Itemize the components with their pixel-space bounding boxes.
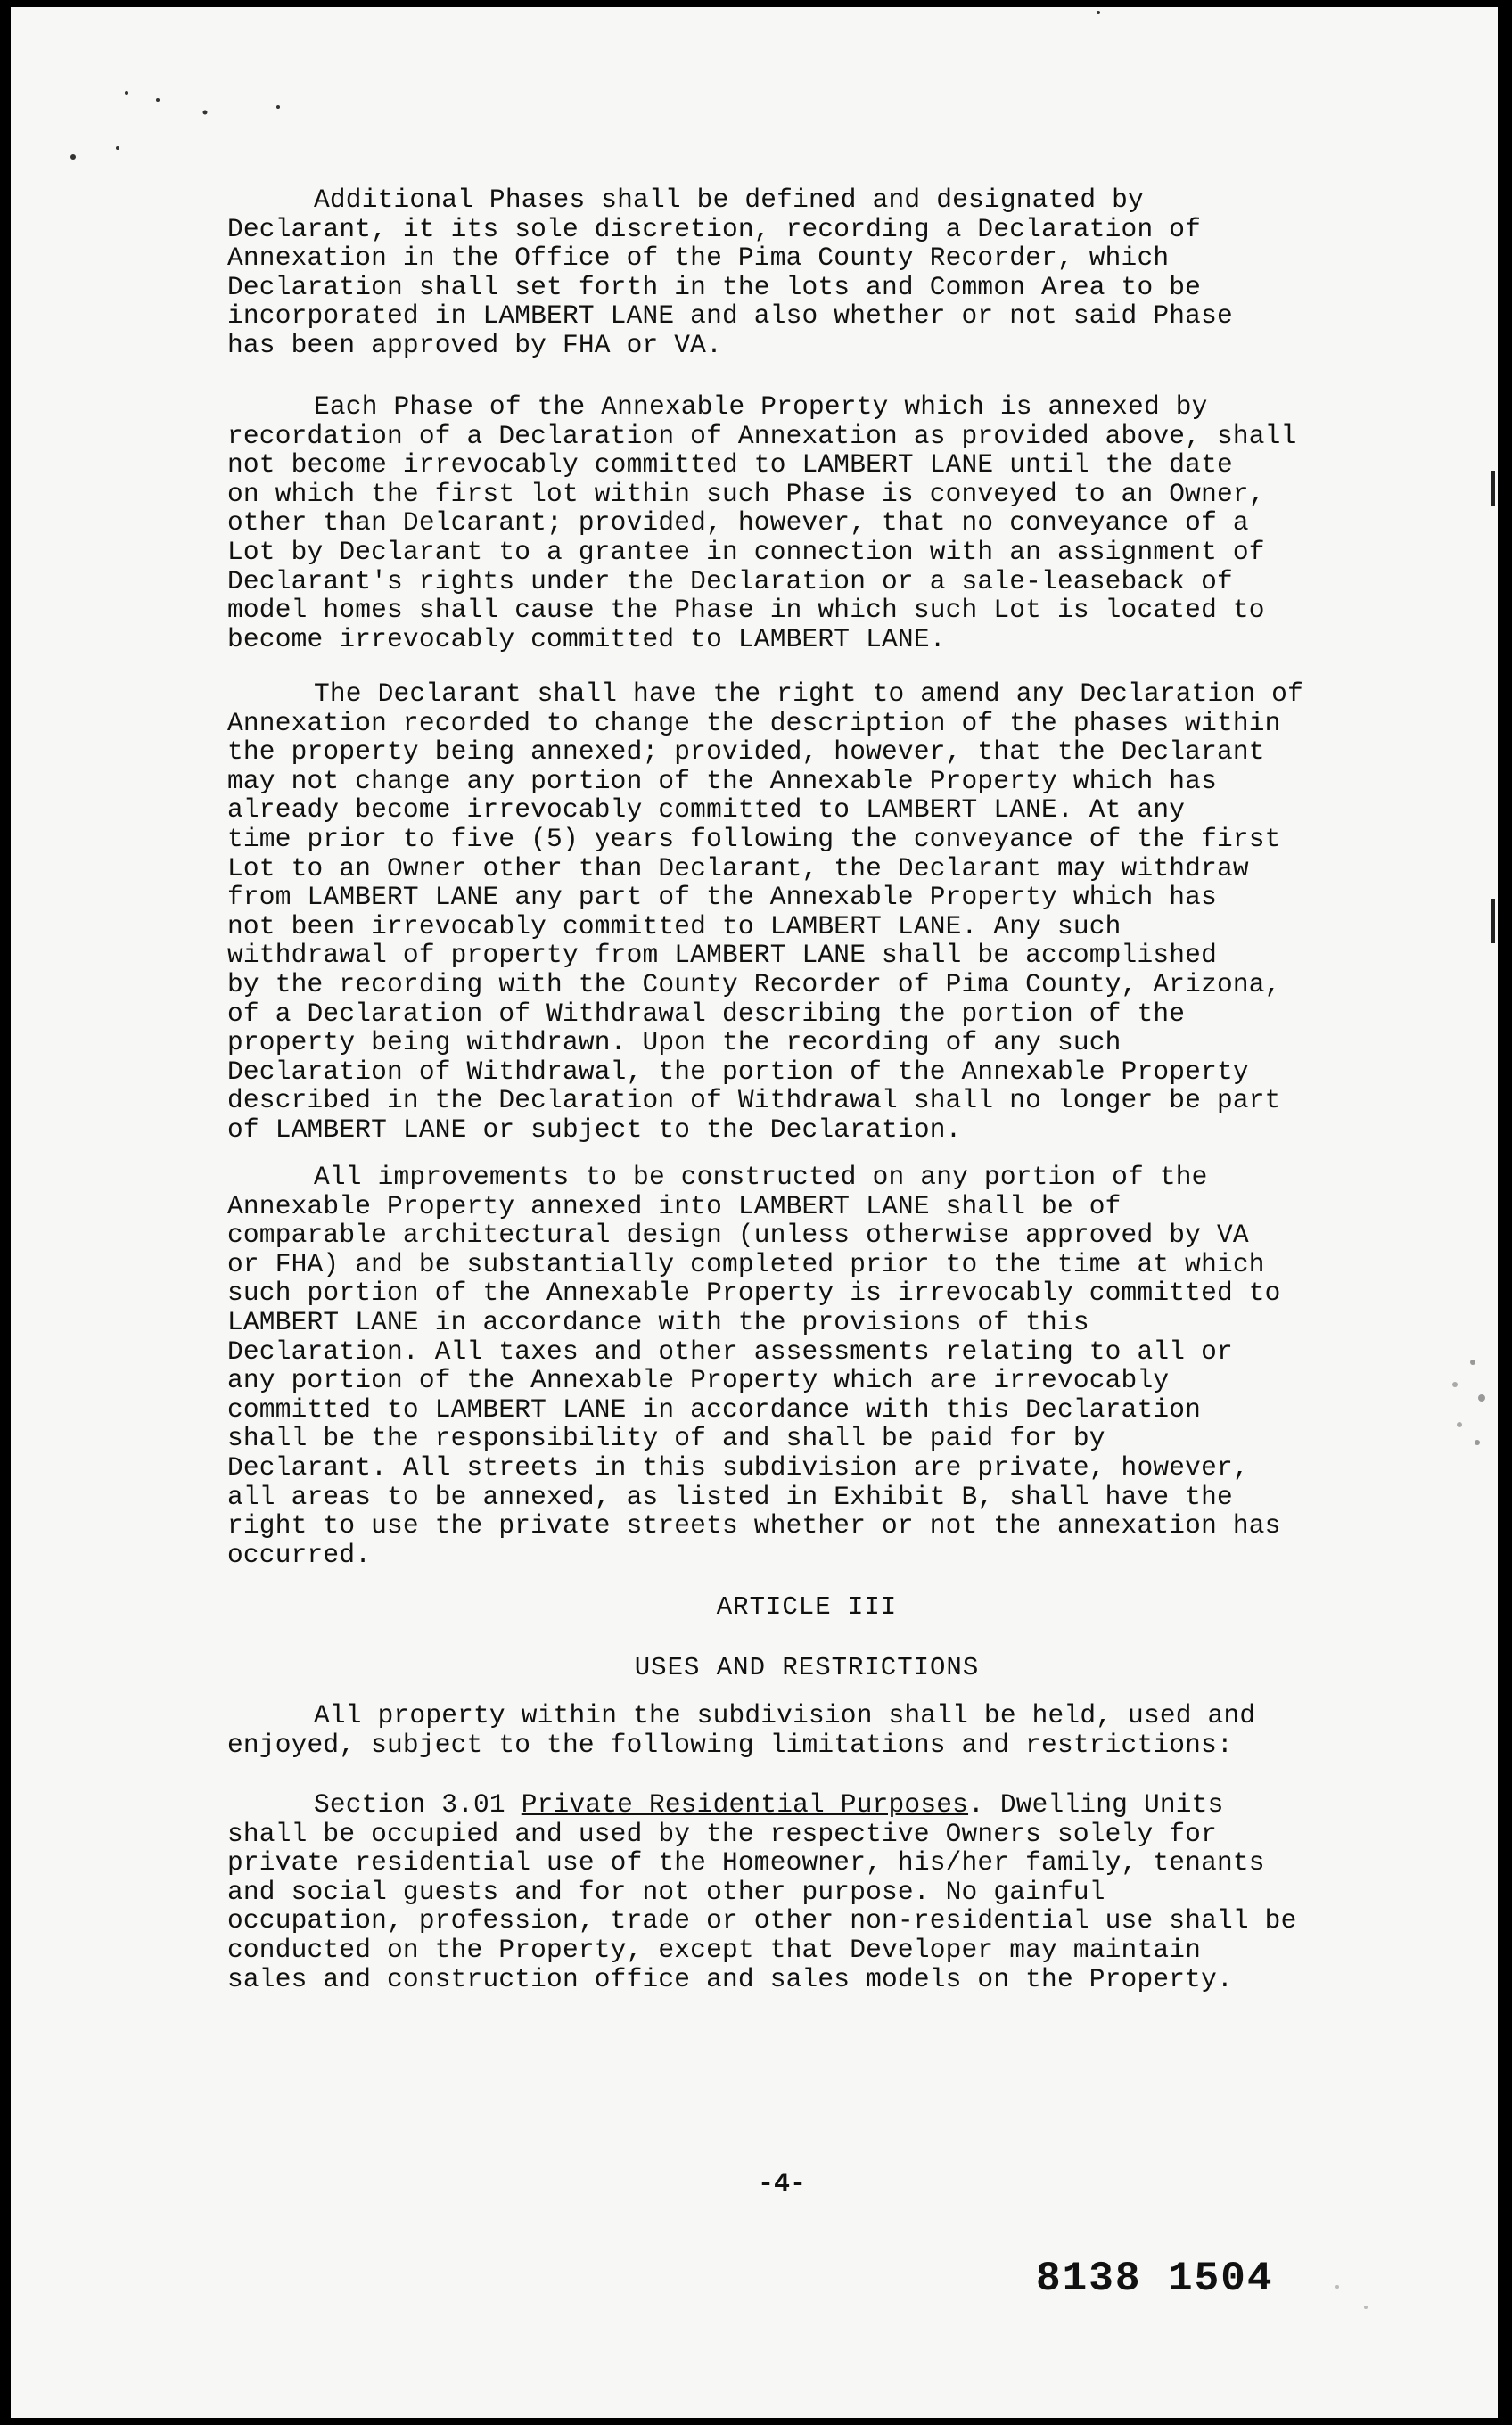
text-line: such portion of the Annexable Property is irrevocably committed to (227, 1278, 1281, 1309)
scan-edge-mark (1491, 899, 1495, 943)
text-line: become irrevocably committed to LAMBERT LANE. (227, 623, 946, 654)
text-line: All improvements to be constructed on any portion of the (314, 1162, 1208, 1192)
article-subheading: USES AND RESTRICTIONS (634, 1653, 980, 1682)
text-line: property being withdrawn. Upon the recording of any such (227, 1027, 1122, 1058)
text-line: Annexable Property annexed into LAMBERT LANE shall be of (227, 1190, 1122, 1221)
text-line: shall be occupied and used by the respective Owners solely for (227, 1818, 1217, 1849)
text-line: conducted on the Property, except that Developer may maintain (227, 1934, 1202, 1965)
text-line: not become irrevocably committed to LAMBERT LANE until the date (227, 449, 1233, 481)
text-line: sales and construction office and sales models on the Property. (227, 1963, 1233, 1994)
text-line: of LAMBERT LANE or subject to the Declaration. (227, 1114, 962, 1145)
scan-edge-mark (1491, 471, 1495, 506)
text-line: Declarant, it its sole discretion, recording a Declaration of (227, 213, 1202, 244)
text-line: time prior to five (5) years following the conveyance of the first (227, 823, 1281, 854)
text-line: Additional Phases shall be defined and designated by (314, 185, 1144, 215)
text-line: other than Delcarant; provided, however, that no conveyance of a (227, 507, 1249, 538)
document-page (11, 7, 1498, 2418)
text-line: Each Phase of the Annexable Property which is annexed by (314, 391, 1208, 422)
paragraph-intro (227, 1701, 1386, 1759)
text-line: recordation of a Declaration of Annexation as provided above, shall (227, 420, 1297, 451)
section-lead-line (227, 1790, 1386, 1820)
page-number: -4- (758, 2169, 807, 2199)
text-line: comparable architectural design (unless otherwise approved by VA (227, 1220, 1249, 1251)
section-number: Section 3.01 (314, 1789, 505, 1820)
text-line: described in the Declaration of Withdrawal shall no longer be part (227, 1085, 1281, 1116)
text-line: Lot to an Owner other than Declarant, the Declarant may withdraw (227, 852, 1249, 884)
text-line: already become irrevocably committed to LAMBERT LANE. At any (227, 794, 1186, 826)
text-line: on which the first lot within such Phase is conveyed to an Owner, (227, 478, 1265, 509)
text-line: withdrawal of property from LAMBERT LANE shall be accomplished (227, 940, 1217, 971)
text-line: all areas to be annexed, as listed in Exhibit B, shall have the (227, 1481, 1233, 1512)
text-line: Lot by Declarant to a grantee in connection with an assignment of (227, 536, 1265, 567)
text-line: and social guests and for not other purpose. No gainful (227, 1876, 1105, 1907)
text-line: not been irrevocably committed to LAMBERT LANE. Any such (227, 910, 1122, 941)
text-line: from LAMBERT LANE any part of the Annexable Property which has (227, 882, 1217, 913)
text-line: All property within the subdivision shall be held, used and (314, 1700, 1256, 1730)
text-line: private residential use of the Homeowner, his/her family, tenants (227, 1847, 1265, 1878)
text-line: model homes shall cause the Phase in which such Lot is located to (227, 595, 1265, 626)
paragraph-annexation (227, 392, 1386, 654)
text-line: Annexation recorded to change the description of the phases within (227, 707, 1281, 738)
text-line: enjoyed, subject to the following limitations and restrictions: (227, 1729, 1233, 1760)
text-line: or FHA) and be substantially completed prior to the time at which (227, 1248, 1265, 1279)
text-line: committed to LAMBERT LANE in accordance with this Declaration (227, 1393, 1202, 1425)
section-lead-text: . Dwelling Units (968, 1789, 1224, 1820)
article-heading: ARTICLE III (716, 1592, 898, 1622)
text-line: by the recording with the County Recorder of Pima County, Arizona, (227, 968, 1281, 999)
document-number: 8138 1504 (1036, 2256, 1274, 2302)
text-line: Annexation in the Office of the Pima County Recorder, which (227, 242, 1170, 274)
text-line: the property being annexed; provided, however, that the Declarant (227, 736, 1265, 768)
text-line: The Declarant shall have the right to amend any Declaration of (314, 678, 1303, 709)
paragraph-phases (227, 185, 1386, 360)
text-line: occurred. (227, 1539, 372, 1570)
paragraph-amend (227, 679, 1386, 1145)
text-line: Declaration of Withdrawal, the portion of the Annexable Property (227, 1056, 1249, 1087)
text-line: may not change any portion of the Annexable Property which has (227, 765, 1217, 796)
text-line: Declarant. All streets in this subdivision are private, however, (227, 1451, 1249, 1483)
section-title: Private Residential Purposes (521, 1789, 969, 1820)
section-3-01 (227, 1790, 1386, 1993)
text-line: Declaration shall set forth in the lots and Common Area to be (227, 271, 1202, 302)
text-line: right to use the private streets whether or not the annexation has (227, 1510, 1281, 1541)
text-line: has been approved by FHA or VA. (227, 329, 722, 360)
text-line: Declarant's rights under the Declaration or a sale-leaseback of (227, 565, 1233, 596)
paragraph-improvements (227, 1163, 1386, 1569)
text-line: occupation, profession, trade or other non-residential use shall be (227, 1905, 1297, 1936)
text-line: Declaration. All taxes and other assessments relating to all or (227, 1336, 1233, 1367)
text-line: LAMBERT LANE in accordance with the provisions of this (227, 1306, 1089, 1337)
text-line: of a Declaration of Withdrawal describing the portion of the (227, 998, 1186, 1029)
text-line: incorporated in LAMBERT LANE and also whether or not said Phase (227, 300, 1233, 332)
text-line: any portion of the Annexable Property which are irrevocably (227, 1365, 1170, 1396)
text-line: shall be the responsibility of and shall be paid for by (227, 1423, 1105, 1454)
